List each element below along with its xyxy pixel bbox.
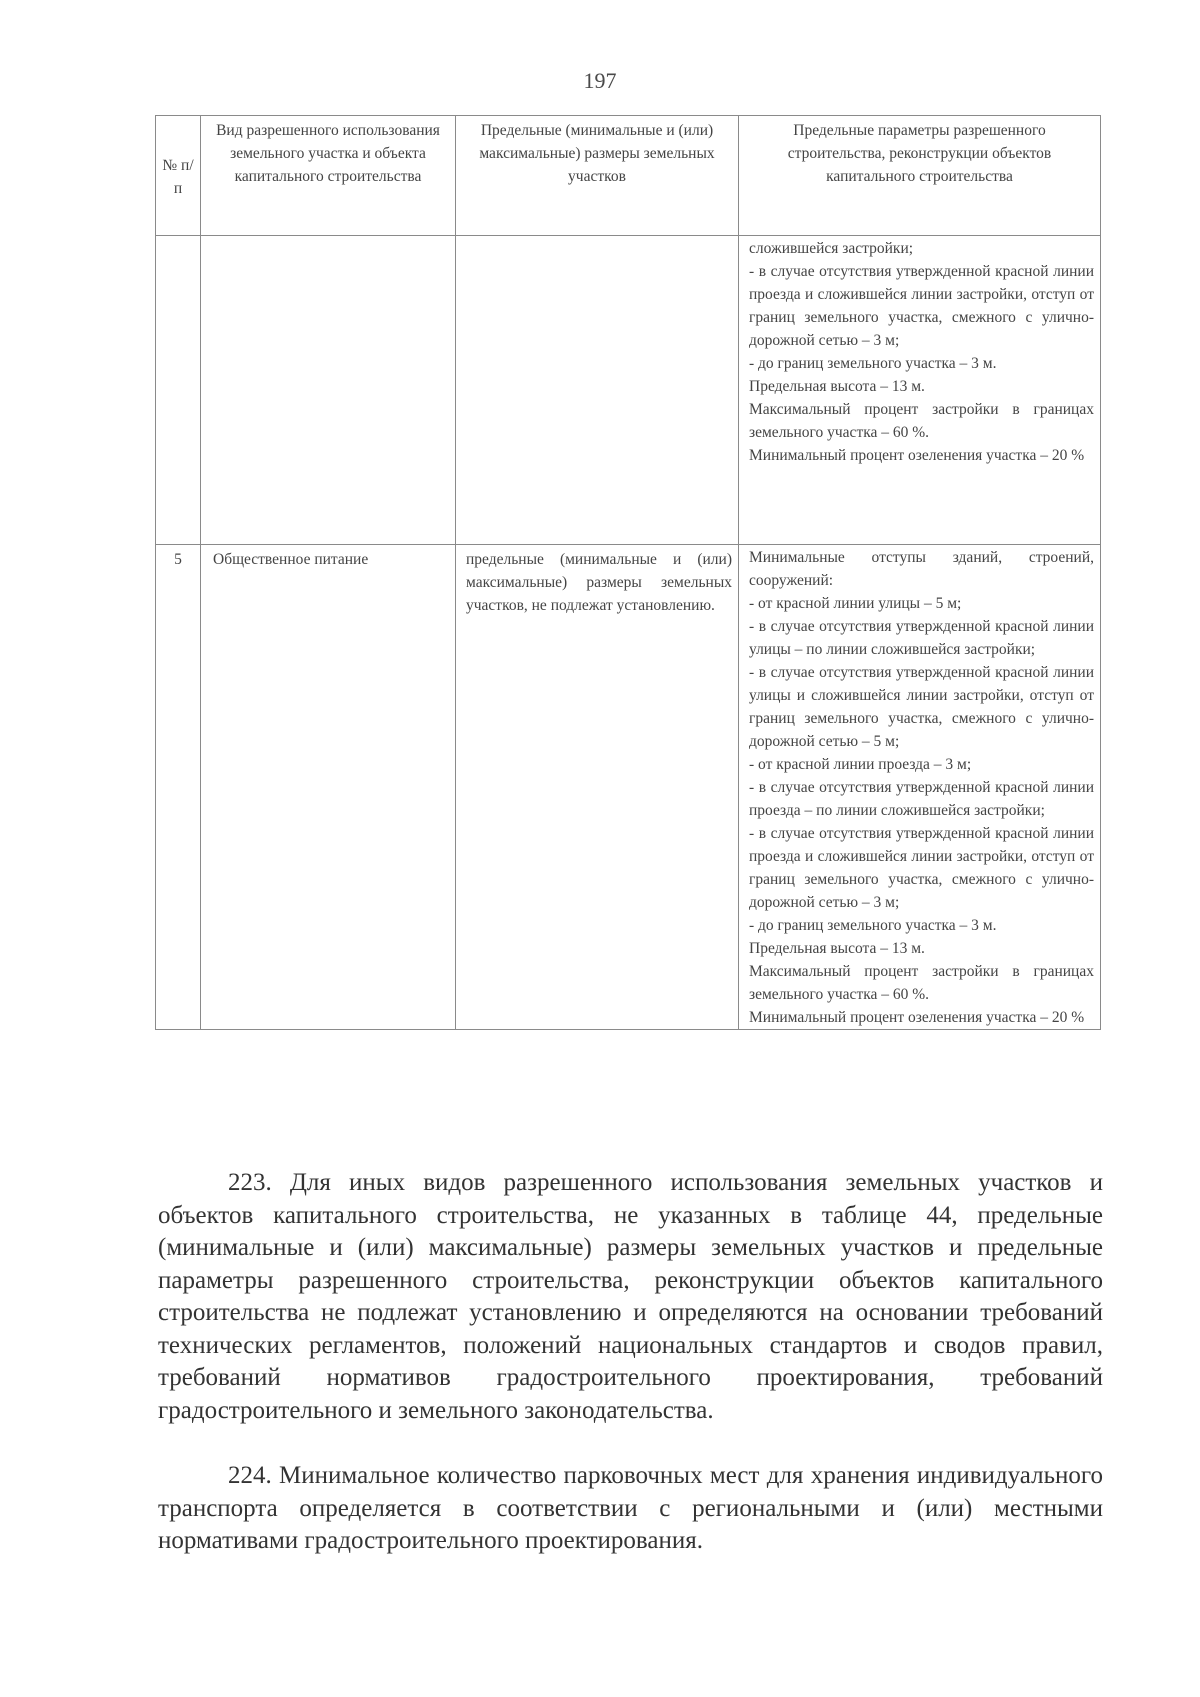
row-build-parameters xyxy=(739,236,1101,545)
param-line: Предельная высота – 13 м. xyxy=(749,378,925,395)
page-number: 197 xyxy=(583,68,617,93)
row-number xyxy=(156,236,201,545)
row-use-type xyxy=(201,236,456,545)
table-header-row xyxy=(156,116,1101,236)
row-use-type: Общественное питание xyxy=(201,545,456,1030)
param-line: - в случае отсутствия утвержденной красной линии проезда и сложившейся линии застройки, отступ от границ земельного участка, смежного с улично-дорожной сетью – 3 м; xyxy=(749,825,1094,911)
param-line: - от красной линии проезда – 3 м; xyxy=(749,756,972,773)
param-line: - до границ земельного участка – 3 м. xyxy=(749,355,997,372)
paragraph-224: 224. Минимальное количество парковочных мест для хранения индивидуального транспорта определяется в соответствии с региональными и (или) местными нормативами градостроительного проектирования. xyxy=(158,1462,1103,1554)
param-line: - в случае отсутствия утвержденной красной линии проезда – по линии сложившейся застройки; xyxy=(749,779,1094,819)
param-line: - в случае отсутствия утвержденной красной линии улицы и сложившейся линии застройки, отступ от границ земельного участка, смежного с улично-дорожной сетью – 5 м; xyxy=(749,664,1094,750)
param-line: - от красной линии улицы – 5 м; xyxy=(749,595,962,612)
param-line: - в случае отсутствия утвержденной красной линии улицы – по линии сложившейся застройки; xyxy=(749,618,1094,658)
header-number: № п/п xyxy=(156,116,201,236)
table-row xyxy=(156,236,1101,545)
param-line: Максимальный процент застройки в границах земельного участка – 60 %. xyxy=(749,963,1094,1003)
param-line: Минимальные отступы зданий, строений, сооружений: xyxy=(749,549,1094,589)
header-build-parameters: Предельные параметры разрешенного строительства, реконструкции объектов капитального строительства xyxy=(739,116,1101,236)
paragraph-223: 223. Для иных видов разрешенного использования земельных участков и объектов капитального строительства, не указанных в таблице 44, предельные (минимальные и (или) максимальные) размеры земельных участков и предельные параметры разрешенного строительства, реконструкции объектов капитального строительства не подлежат установлению и определяются на основании требований технических регламентов, положений национальных стандартов и сводов правил, требований нормативов градостроительного проектирования, требований градостроительного и земельного законодательства. xyxy=(158,1169,1103,1424)
header-plot-sizes: Предельные (минимальные и (или) максимальные) размеры земельных участков xyxy=(456,116,739,236)
row-number: 5 xyxy=(156,545,201,1030)
param-line: - в случае отсутствия утвержденной красной линии проезда и сложившейся линии застройки, отступ от границ земельного участка, смежного с улично-дорожной сетью – 3 м; xyxy=(749,263,1094,349)
param-line: Предельная высота – 13 м. xyxy=(749,940,925,957)
land-use-table xyxy=(155,115,1101,1030)
param-line: Максимальный процент застройки в границах земельного участка – 60 %. xyxy=(749,401,1094,441)
table-row xyxy=(156,545,1101,1030)
param-line: Минимальный процент озеленения участка – 20 % xyxy=(749,1009,1085,1026)
row-build-parameters xyxy=(739,545,1101,1030)
param-line: сложившейся застройки; xyxy=(749,240,914,257)
row-plot-sizes xyxy=(456,236,739,545)
param-line: Минимальный процент озеленения участка – 20 % xyxy=(749,447,1085,464)
param-line: - до границ земельного участка – 3 м. xyxy=(749,917,997,934)
row-plot-sizes: предельные (минимальные и (или) максимальные) размеры земельных участков, не подлежат установлению. xyxy=(456,545,739,1030)
header-use-type: Вид разрешенного использования земельного участка и объекта капитального строительства xyxy=(201,116,456,236)
